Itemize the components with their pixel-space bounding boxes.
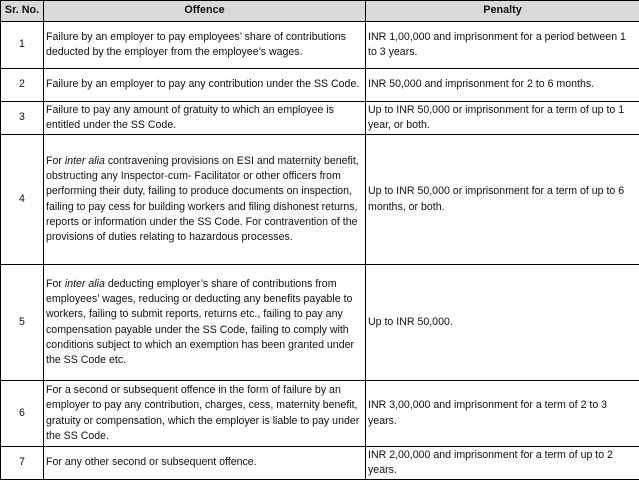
offence-italic: inter alia [64,277,105,290]
header-penalty: Penalty [366,1,639,22]
offence-prefix: For [46,277,62,290]
penalty-cell: INR 3,00,000 and imprisonment for a term of 2 to 3 years. [366,381,639,447]
row-number: 3 [1,102,44,135]
header-row [1,1,639,22]
offence-cell: Failure to pay any amount of gratuity to which an employee is entitled under the SS Code. [44,102,366,135]
penalty-cell: INR 50,000 and imprisonment for 2 to 6 months. [366,69,639,102]
offence-cell [44,265,366,381]
offence-cell: Failure by an employer to pay employees’ share of contributions deducted by the employer from the employee’s wages. [44,22,366,69]
table-row [1,265,639,381]
header-offence: Offence [44,1,366,22]
table-row [1,447,639,480]
penalty-cell: INR 2,00,000 and imprisonment for a term of up to 2 years. [366,447,639,480]
offence-cell: For any other second or subsequent offence. [44,447,366,480]
table-row [1,22,639,69]
penalty-cell: Up to INR 50,000 or imprisonment for a term of up to 6 months, or both. [366,135,639,265]
row-number: 6 [1,381,44,447]
offence-rest: deducting employer’s share of contributions from employees’ wages, reducing or deducting any benefits payable to workers, failing to submit reports, returns etc., failing to pay any compensation payable under the SS Code, failing to comply with conditions subject to which an exemption has been granted under the SS Code etc. [46,277,355,366]
row-number: 4 [1,135,44,265]
offence-cell: For a second or subsequent offence in the form of failure by an employer to pay any contribution, charges, cess, maternity benefit, gratuity or compensation, which the employer is liable to pay under the SS Code. [44,381,366,447]
table-row [1,69,639,102]
penalty-cell: Up to INR 50,000. [366,265,639,381]
table-row [1,135,639,265]
penalty-cell: INR 1,00,000 and imprisonment for a period between 1 to 3 years. [366,22,639,69]
offence-rest: contravening provisions on ESI and maternity benefit, obstructing any Inspector-cum- Facilitator or other officers from performing their duty, failing to produce documents on inspection, failing to pay cess for building workers and filing dishonest returns, reports or information under the SS Code. For contravention of the provisions of duties relating to hazardous processes. [46,154,359,243]
offence-cell [44,135,366,265]
row-number: 7 [1,447,44,480]
row-number: 2 [1,69,44,102]
offence-italic: inter alia [64,154,105,167]
offence-prefix: For [46,154,62,167]
penalty-cell: Up to INR 50,000 or imprisonment for a term of up to 1 year, or both. [366,102,639,135]
table-row [1,381,639,447]
offence-cell: Failure by an employer to pay any contribution under the SS Code. [44,69,366,102]
row-number: 5 [1,265,44,381]
table-row [1,102,639,135]
row-number: 1 [1,22,44,69]
header-sr-no: Sr. No. [1,1,44,22]
